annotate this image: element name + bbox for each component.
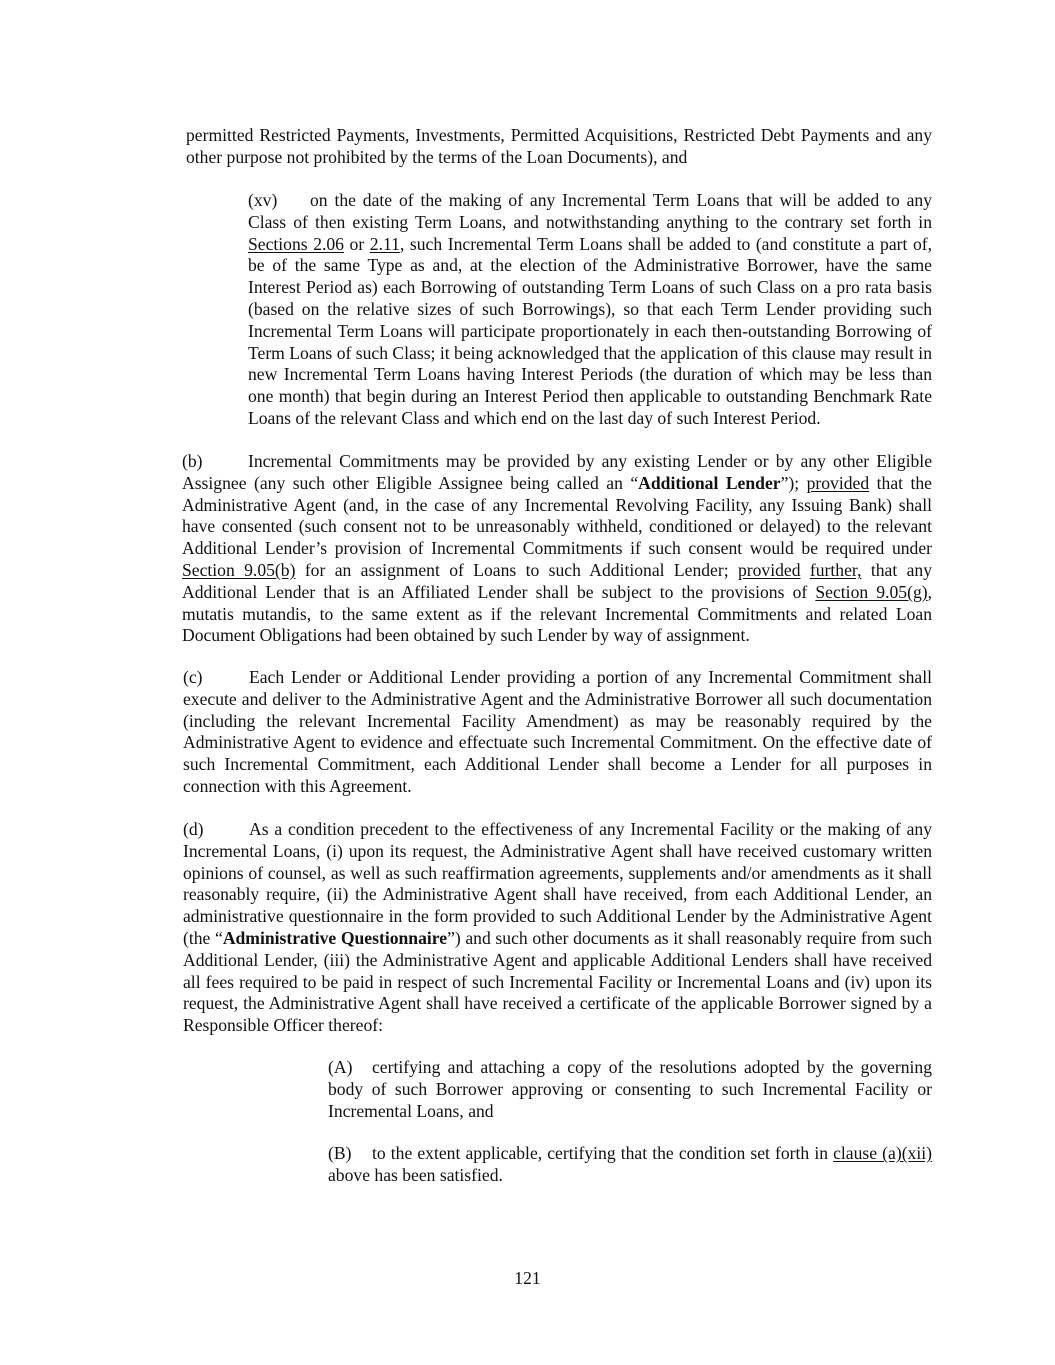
paragraph-label: (c) — [183, 667, 203, 687]
section-reference[interactable]: Section 9.05(b) — [182, 559, 296, 580]
text-run: Each Lender or Additional Lender providing a portion of any Incremental Commitment shall execute and deliver to the Administrative Agent and the Administrative Borrower all such documentation (including the relevant Incremental Facility Amendment) as may be reasonably required by the Administrative Agent to evidence and effectuate such Incremental Commitment. On the effective date of such Incremental Commitment, each Additional Lender shall become a Lender for all purposes in connection with this Agreement. — [183, 667, 932, 796]
further-keyword: further, — [809, 559, 862, 580]
provided-keyword: provided — [806, 472, 870, 493]
clause-xv — [186, 190, 932, 430]
paragraph-b — [124, 451, 932, 647]
text-run: Incremental Commitments may be provided by any existing Lender or by any other Eligible Assignee (any such other Eligible Assignee being called an “ — [182, 451, 932, 493]
clause-reference[interactable]: clause (a)(xii) — [833, 1143, 932, 1163]
section-reference[interactable]: 2.11 — [369, 233, 400, 254]
defined-term: Administrative Questionnaire — [222, 927, 448, 948]
text-run: or — [343, 233, 370, 254]
text-run: certifying and attaching a copy of the resolutions adopted by the governing body of such Borrower approving or consenting to such Incremental Facility or Incremental Loans, and — [328, 1057, 932, 1121]
paragraph-label: (d) — [183, 819, 204, 839]
section-reference[interactable]: Sections 2.06 — [248, 233, 344, 254]
paragraph-text: permitted Restricted Payments, Investments, Permitted Acquisitions, Restricted Debt Payments and any other purpose not prohibited by the terms of the Loan Documents), and — [186, 125, 932, 167]
text-run: to the extent applicable, certifying that the condition set forth in — [372, 1143, 834, 1163]
text-run: above has been satisfied. — [328, 1164, 503, 1185]
text-run: that the Administrative Agent (and, in the case of any Incremental Revolving Facility, any Issuing Bank) shall have consented (such consent not to be unreasonably withheld, conditioned or delayed) to the relevant Additional Lender’s provision of Incremental Commitments if such consent would be required under — [182, 472, 932, 559]
text-run: on the date of the making of any Incremental Term Loans that will be added to any Class of then existing Term Loans, and notwithstanding anything to the contrary set forth in — [248, 190, 932, 232]
text-run: ”) and such other documents as it shall reasonably require from such Additional Lender, (iii) the Administrative Agent and applicable Additional Lenders shall have received all fees required to be paid in respect of such Incremental Facility or Incremental Loans and (iv) upon its request, the Administrative Agent shall have received a certificate of the applicable Borrower signed by a Responsible Officer thereof: — [183, 927, 932, 1036]
subclause-label: (A) — [328, 1057, 353, 1077]
page-number: 121 — [514, 1268, 541, 1288]
paragraph-label: (b) — [182, 451, 203, 471]
clause-xiv-continuation — [186, 125, 932, 169]
text-run: ”); — [780, 472, 807, 493]
text-run: that any Additional Lender that is an Affiliated Lender shall be subject to the provisions of — [182, 559, 932, 602]
text-run: , such Incremental Term Loans shall be added to (and constitute a part of, be of the same Type as and, at the election of the Administrative Borrower, have the same Interest Period as) each Borrowing of outstanding Term Loans of such Class on a pro rata basis (based on the relative sizes of such Borrowings), so that each Term Lender providing such Incremental Term Loans will participate proportionately in each then-outstanding Borrowing of Term Loans of such Class; it being acknowledged that the application of this clause may result in new Incremental Term Loans having Interest Periods (the duration of which may be less than one month) that begin during an Interest Period then applicable to outstanding Benchmark Rate Loans of the relevant Class and which end on the last day of such Interest Period. — [248, 233, 932, 428]
paragraph-d — [124, 819, 932, 1037]
paragraph-text — [255, 1057, 932, 1122]
text-run — [801, 560, 810, 580]
paragraph-text — [124, 667, 932, 798]
text-run: for an assignment of Loans to such Additional Lender; — [295, 559, 738, 580]
text-run: As a condition precedent to the effectiveness of any Incremental Facility or the making of any Incremental Loans, (i) upon its request, the Administrative Agent shall have received customary written opinions of counsel, as well as such reaffirmation agreements, supplements and/or amendments as it shall reasonably require, (ii) the Administrative Agent shall have received, from each Additional Lender, an administrative questionnaire in the form provided to such Additional Lender by the Administrative Agent (the “ — [183, 819, 932, 948]
subclause-label: (B) — [328, 1143, 352, 1163]
provided-keyword: provided — [737, 559, 801, 580]
subclause-A — [255, 1057, 932, 1122]
text-run: , mutatis mutandis, to the same extent as if the relevant Incremental Commitments and related Loan Document Obligations had been obtained by such Lender by way of assignment. — [182, 581, 933, 646]
paragraph-text — [124, 451, 932, 647]
paragraph-text — [124, 819, 932, 1037]
paragraph-c — [124, 667, 932, 798]
paragraph-text — [186, 190, 932, 430]
subclause-B — [255, 1143, 932, 1187]
paragraph-text — [255, 1143, 932, 1187]
clause-label: (xv) — [248, 190, 278, 210]
defined-term: Additional Lender — [638, 472, 781, 493]
section-reference[interactable]: Section 9.05(g) — [815, 581, 928, 602]
